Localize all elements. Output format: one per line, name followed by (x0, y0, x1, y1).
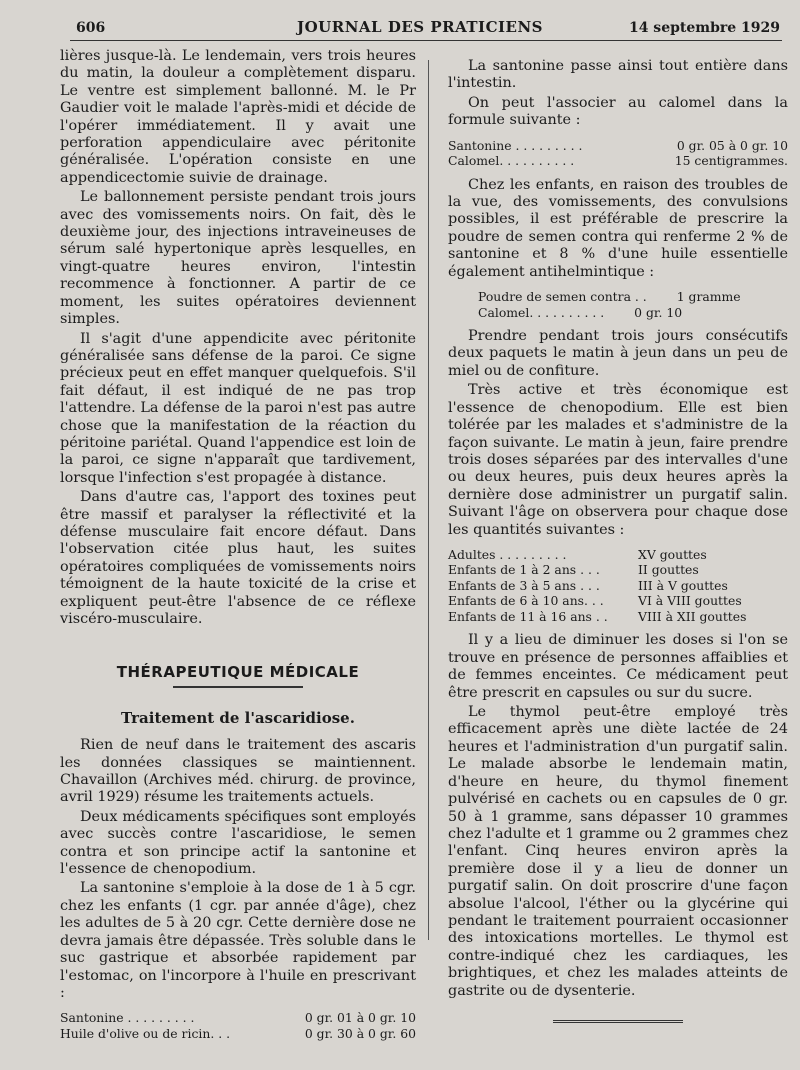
paragraph: Chez les enfants, en raison des troubles de la vue, des vomissements, des convulsions possibles, il est préférable de prescrire la poudre de semen contra qui renferme 2 % de santonine et 8 % d'une huile essentielle également antihelmintique : (448, 176, 788, 280)
right-column (448, 58, 788, 1023)
prescription-value: 15 centigrammes. (674, 153, 788, 169)
prescription-label: Calomel. . . . . . . . . . (448, 153, 575, 169)
dosage-row (448, 578, 788, 594)
journal-title: JOURNAL DES PRATICIENS (297, 18, 543, 36)
dosage-row (448, 547, 788, 563)
paragraph: Le thymol peut-être employé très efficacement après une diète lactée de 24 heures et l'administration d'un purgatif salin. Le malade absorbe le lendemain matin, d'heure en heure, du thymol finement pulvérisé en cachets ou en capsules de 0 gr. 50 à 1 gramme, sans dépasser 10 grammes chez l'adulte et 1 gramme ou 2 grammes chez l'enfant. Cinq heures environ après la première dose il y a lieu de donner un purgatif salin. On doit proscrire d'une façon absolue l'alcool, l'éther ou la glycérine qui pendant le traitement pourraient occasionner des intoxications mortelles. Le thymol est contre-indiqué chez les cardiaques, les brightiques, et chez les malades atteints de gastrite ou de dysenterie. (448, 704, 788, 999)
paragraph: La santonine s'emploie à la dose de 1 à 5 cgr. chez les enfants (1 cgr. par année d'âge), chez les adultes de 5 à 20 cgr. Cette dernière dose ne devra jamais être dépassée. Très soluble dans le suc gastrique et absorbée rapidement par l'estomac, on l'incorpore à l'huile en prescrivant : (60, 880, 416, 1001)
prescription-label: Calomel. . . . . . . . . . (478, 304, 605, 320)
prescription-santonine-calomel (448, 138, 788, 169)
paragraph: Prendre pendant trois jours consécutifs deux paquets le matin à jeun dans un peu de miel ou de confiture. (448, 328, 788, 379)
left-column (60, 48, 416, 1049)
paragraph: Il s'agit d'une appendicite avec péritonite généralisée sans défense de la paroi. Ce signe précieux peut en effet manquer quelquefois. S'il fait défaut, il est indiqué de ne pas trop l'attendre. La défense de la paroi n'est pas autre chose que la manifestation de la réaction du péritoine pariétal. Quand l'appendice est loin de la paroi, ce signe n'apparaît que tardivement, lorsque l'infection s'est propagée à distance. (60, 330, 416, 486)
dosage-amount: III à V gouttes (638, 577, 728, 593)
paragraph: La santonine passe ainsi tout entière dans l'intestin. (448, 58, 788, 92)
prescription-row (448, 153, 788, 169)
subsection-title: Traitement de l'ascaridiose. (121, 708, 355, 727)
dosage-table (448, 547, 788, 625)
prescription-row (478, 289, 788, 305)
issue-date: 14 septembre 1929 (628, 20, 780, 36)
dosage-amount: VIII à XII gouttes (638, 608, 747, 624)
dosage-row (448, 593, 788, 609)
paragraph: Rien de neuf dans le traitement des ascaris les données classiques se maintiennent. Chavaillon (Archives méd. chirurg. de province, avril 1929) résume les traitements actuels. (60, 737, 416, 806)
paragraph: Deux médicaments spécifiques sont employés avec succès contre l'ascaridiose, le semen contra et son principe actif la santonine et l'essence de chenopodium. (60, 808, 416, 878)
prescription-label: Santonine . . . . . . . . . (60, 1010, 195, 1026)
end-of-article-rule (553, 1020, 683, 1023)
prescription-row (60, 1010, 416, 1026)
prescription-row (60, 1026, 416, 1042)
dosage-age: Adultes . . . . . . . . . (448, 546, 567, 562)
paragraph: Très active et très économique est l'essence de chenopodium. Elle est bien tolérée par les malades et s'administre de la façon suivante. Le matin à jeun, faire prendre trois doses séparées par des intervalles d'une ou deux heures, puis deux heures après la dernière dose administrer un purgatif salin. Suivant l'âge on observera pour chaque dose les quantités suivantes : (448, 382, 788, 538)
prescription-value: 0 gr. 05 à 0 gr. 10 (676, 137, 788, 153)
paragraph: Il y a lieu de diminuer les doses si l'on se trouve en présence de personnes affaiblies et de femmes enceintes. Ce médicament peut être prescrit en capsules ou sur du sucre. (448, 632, 788, 701)
paragraph: On peut l'associer au calomel dans la formule suivante : (448, 94, 788, 129)
prescription-semen-contra (478, 289, 788, 320)
prescription-value: 0 gr. 01 à 0 gr. 10 (304, 1010, 416, 1026)
paragraph: Dans d'autre cas, l'apport des toxines peut être massif et paralyser la réflectivité et la défense musculaire fait encore défaut. Dans l'observation citée plus haut, les suites opératoires compliquées de vomissements noirs témoignent de la haute toxicité de la crise et expliquent peut-être l'absence de ce réflexe viscéro-musculaire. (60, 489, 416, 627)
prescription-value: 0 gr. 30 à 0 gr. 60 (304, 1025, 416, 1041)
dosage-row (448, 609, 788, 625)
prescription-label: Santonine . . . . . . . . . (448, 137, 583, 153)
section-title-rule (173, 686, 303, 688)
dosage-amount: XV gouttes (638, 546, 707, 562)
dosage-age: Enfants de 11 à 16 ans . . (448, 608, 608, 624)
prescription-label: Huile d'olive ou de ricin. . . (60, 1025, 231, 1041)
prescription-row (448, 138, 788, 154)
prescription-santonine-oil (60, 1010, 416, 1041)
dosage-age: Enfants de 3 à 5 ans . . . (448, 577, 600, 593)
section-title: THÉRAPEUTIQUE MÉDICALE (116, 663, 360, 682)
prescription-value: 0 gr. 10 (634, 304, 683, 320)
paragraph: Le ballonnement persiste pendant trois jours avec des vomissements noirs. On fait, dès le deuxième jour, des injections intraveineuses de sérum salé hypertonique après lesquelles, en vingt-quatre heures environ, l'intestin recommence à fonctionner. A partir de ce moment, les suites opératoires deviennent simples. (60, 189, 416, 328)
prescription-label: Poudre de semen contra . . (478, 289, 647, 305)
dosage-age: Enfants de 6 à 10 ans. . . (448, 593, 604, 609)
dosage-amount: VI à VIII gouttes (638, 593, 742, 609)
dosage-age: Enfants de 1 à 2 ans . . . (448, 562, 600, 578)
prescription-value: 1 gramme (676, 289, 741, 305)
dosage-row (448, 562, 788, 578)
paragraph: lières jusque-là. Le lendemain, vers trois heures du matin, la douleur a complètement disparu. Le ventre est simplement ballonné. M. le Pr Gaudier voit le malade l'après-midi et décide de l'opérer immédiatement. Il y avait une perforation appendiculaire avec péritonite généralisée. L'opération consiste en une appendicectomie suivie de drainage. (60, 48, 416, 186)
page-header (60, 18, 780, 40)
prescription-row (478, 305, 788, 321)
page-number: 606 (76, 20, 106, 36)
dosage-amount: II gouttes (638, 562, 699, 578)
header-rule (70, 40, 782, 41)
column-divider (428, 60, 429, 940)
